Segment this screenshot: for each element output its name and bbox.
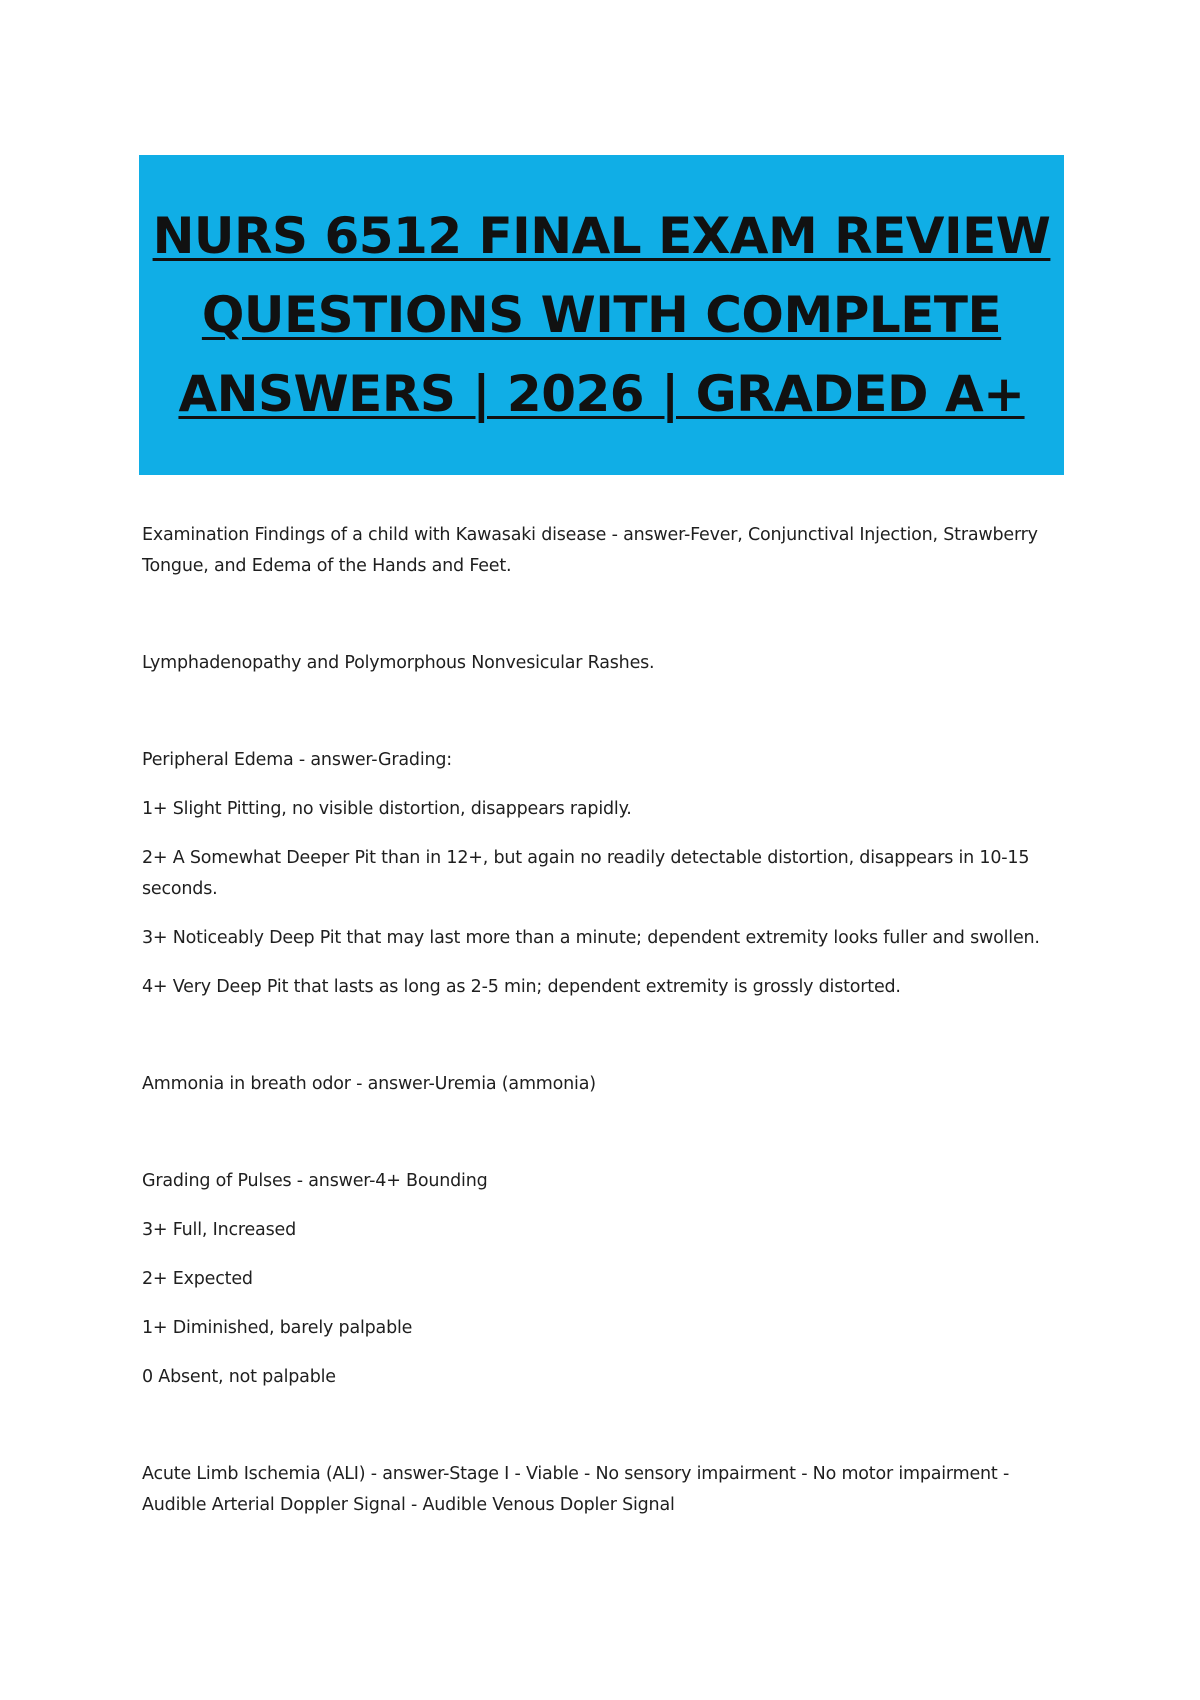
pulse-grade-3: 3+ Full, Increased xyxy=(142,1220,296,1240)
pulse-grade-0: 0 Absent, not palpable xyxy=(142,1367,336,1387)
qa-peripheral-edema: Peripheral Edema - answer-Grading: xyxy=(142,750,452,770)
edema-grade-2: 2+ A Somewhat Deeper Pit than in 12+, but again no readily detectable distortion, disappears in 10-15 seconds. xyxy=(142,848,1030,899)
qa-acute-limb-ischemia: Acute Limb Ischemia (ALI) - answer-Stage I - Viable - No sensory impairment - No motor impairment - Audible Arterial Doppler Signal - Audible Venous Dopler Signal xyxy=(142,1464,1010,1515)
document-body xyxy=(142,520,1067,1521)
pulse-grade-2: 2+ Expected xyxy=(142,1269,253,1289)
edema-grade-1: 1+ Slight Pitting, no visible distortion, disappears rapidly. xyxy=(142,799,632,819)
document-title: NURS 6512 FINAL EXAM REVIEW QUESTIONS WITH COMPLETE ANSWERS | 2026 | GRADED A+ xyxy=(152,206,1051,423)
edema-grade-3: 3+ Noticeably Deep Pit that may last more than a minute; dependent extremity looks fuller and swollen. xyxy=(142,928,1040,948)
edema-grade-4: 4+ Very Deep Pit that lasts as long as 2-5 min; dependent extremity is grossly distorted. xyxy=(142,977,901,997)
qa-pulse-grading: Grading of Pulses - answer-4+ Bounding xyxy=(142,1171,488,1191)
qa-kawasaki-findings: Examination Findings of a child with Kawasaki disease - answer-Fever, Conjunctival Injection, Strawberry Tongue, and Edema of the Hands and Feet. xyxy=(142,525,1038,576)
pulse-grade-1: 1+ Diminished, barely palpable xyxy=(142,1318,413,1338)
title-banner xyxy=(139,155,1064,475)
qa-ammonia-breath: Ammonia in breath odor - answer-Uremia (ammonia) xyxy=(142,1074,596,1094)
qa-kawasaki-continued: Lymphadenopathy and Polymorphous Nonvesicular Rashes. xyxy=(142,653,655,673)
